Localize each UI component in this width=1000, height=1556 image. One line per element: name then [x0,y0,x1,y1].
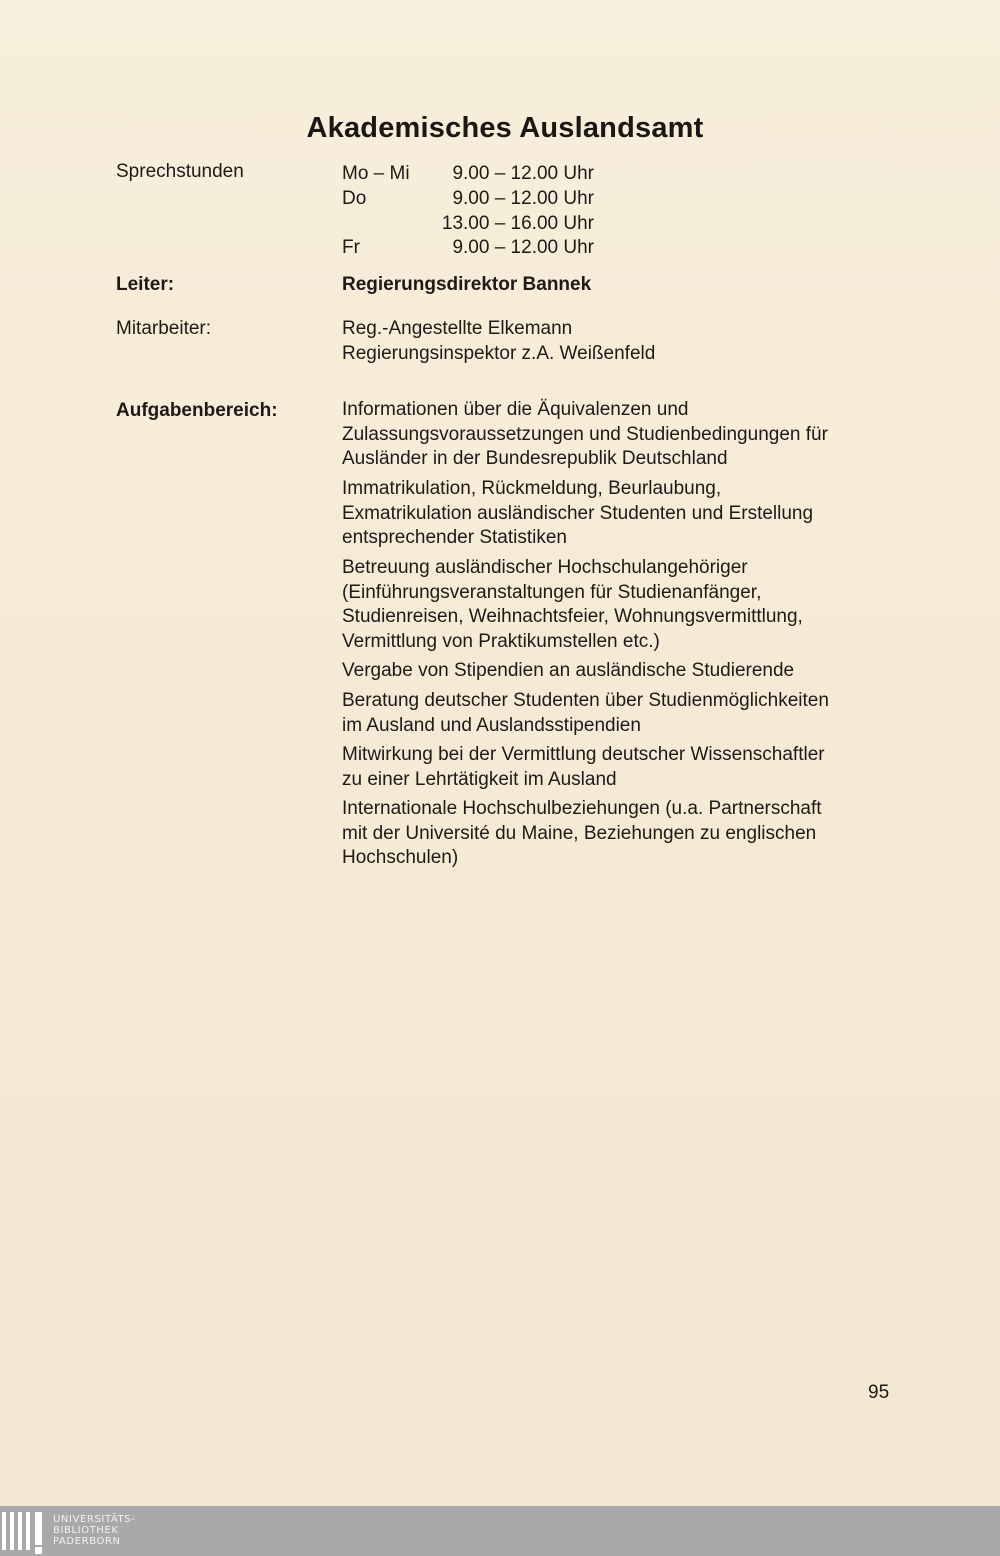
leiter-value: Regierungsdirektor Bannek [342,274,592,295]
office-hours-day: Do [342,188,367,209]
task-line: Vermittlung von Praktikumstellen etc.) [342,630,660,652]
office-hours-row [342,211,742,236]
office-hours-time: 9.00 – 12.00 Uhr [452,163,594,184]
task-line: Internationale Hochschulbeziehungen (u.a. Partnerschaft [342,798,822,819]
task-line: entsprechender Statistiken [342,527,567,549]
office-hours-label: Sprechstunden [116,161,244,182]
task-paragraph [342,556,902,654]
library-barcode-logo-icon [0,1506,50,1556]
task-line: Ausländer in der Bundesrepublik Deutschland [342,448,728,470]
library-name [53,1514,135,1547]
task-paragraph [342,797,902,871]
task-line: Vergabe von Stipendien an ausländische Studierende [342,660,795,681]
office-hours-time: 13.00 – 16.00 Uhr [441,213,594,234]
task-line: mit der Université du Maine, Beziehungen zu englischen [342,822,817,844]
task-line: (Einführungsveranstaltungen für Studienanfänger, [342,581,762,603]
task-line: Hochschulen) [342,847,459,869]
mitarbeiter-line: Regierungsinspektor z.A. Weißenfeld [342,343,656,364]
office-hours-day: Mo – Mi [342,163,410,184]
task-line: zu einer Lehrtätigkeit im Ausland [342,768,617,790]
mitarbeiter-line: Reg.-Angestellte Elkemann [342,318,573,339]
task-line: Immatrikulation, Rückmeldung, Beurlaubung, [342,478,722,499]
page-title: Akademisches Auslandsamt [306,112,704,144]
task-line: Mitwirkung bei der Vermittlung deutscher Wissenschaftler [342,744,825,765]
page-number: 95 [868,1382,890,1403]
task-line: Zulassungsvoraussetzungen und Studienbedingungen für [342,423,828,445]
library-name-line: PADERBORN [53,1536,121,1547]
task-line: im Ausland und Auslandsstipendien [342,714,641,736]
task-line: Betreuung ausländischer Hochschulangehöriger [342,557,748,578]
task-line: Exmatrikulation ausländischer Studenten und Erstellung [342,502,814,524]
task-line: Informationen über die Äquivalenzen und [342,399,689,420]
mitarbeiter-list [342,316,655,366]
library-name-line: UNIVERSITÄTS- [53,1514,136,1525]
office-hours-row [342,186,742,211]
task-paragraph [342,743,902,792]
library-footer [0,1506,1000,1556]
office-hours-time: 9.00 – 12.00 Uhr [452,237,594,258]
task-paragraph [342,689,902,738]
task-paragraph [342,477,902,551]
mitarbeiter-label: Mitarbeiter: [116,318,212,339]
library-name-line: BIBLIOTHEK [53,1525,119,1536]
aufgabenbereich-label: Aufgabenbereich: [116,400,278,421]
task-line: Beratung deutscher Studenten über Studienmöglichkeiten [342,690,829,711]
office-hours-row [342,235,742,260]
office-hours-day: Fr [342,237,360,258]
task-paragraph [342,398,902,472]
office-hours-row [342,161,742,186]
office-hours-time: 9.00 – 12.00 Uhr [452,188,594,209]
leiter-label: Leiter: [116,274,175,295]
task-line: Studienreisen, Weihnachtsfeier, Wohnungsvermittlung, [342,606,803,628]
task-paragraph [342,659,902,684]
